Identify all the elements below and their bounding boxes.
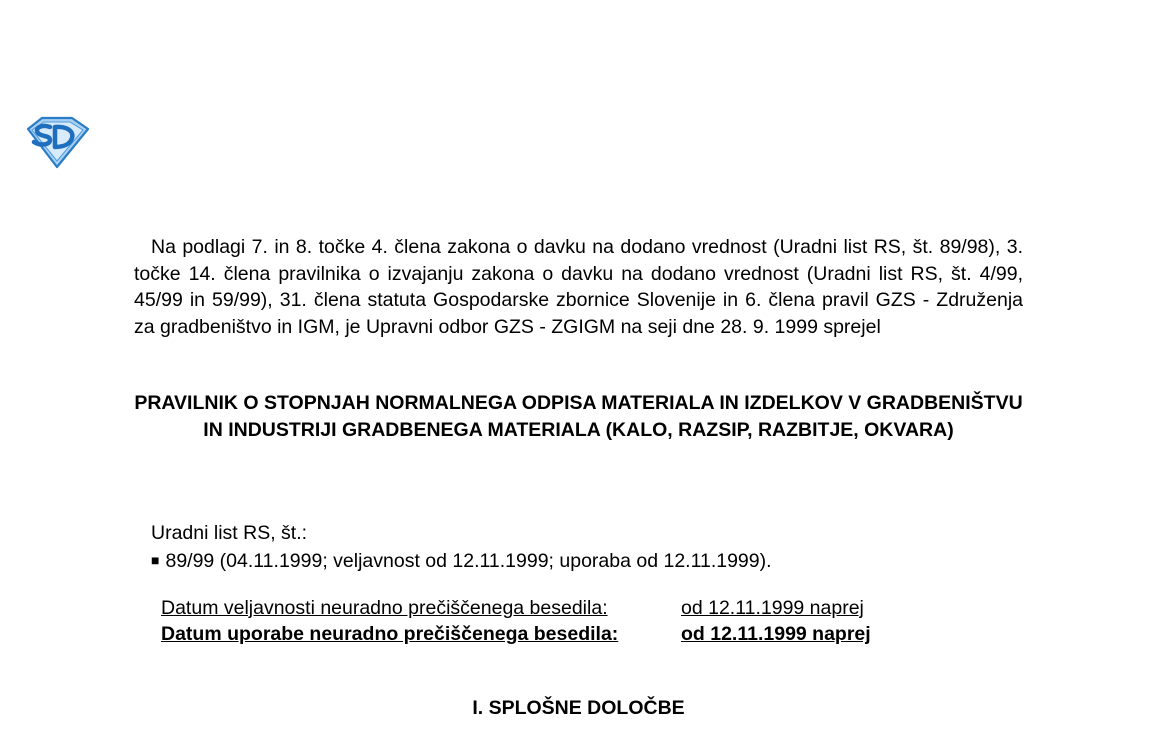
use-value: od 12.11.1999 naprej — [681, 623, 871, 645]
intro-paragraph: Na podlagi 7. in 8. točke 4. člena zakona o davku na dodano vrednost (Uradni list RS, št. 89/98), 3. točke 14. člena pravilnika o izvajanju zakona o davku na dodano vrednost (Uradni list RS, št. 4/99, 45/99 in 59/99), 31. člena statuta Gospodarske zbornice Slovenije in 6. člena pravil GZS - Združenja za gradbeništvo in IGM, je Upravni odbor GZS - ZGIGM na seji dne 28. 9. 1999 sprejel — [134, 236, 1023, 338]
section-heading: I. SPLOŠNE DOLOČBE — [472, 697, 685, 719]
gazette-heading: Uradni list RS, št.: — [151, 522, 308, 544]
validity-label: Datum veljavnosti neuradno prečiščenega besedila: — [161, 597, 608, 619]
bullet-icon: ■ — [151, 552, 160, 568]
use-row — [161, 621, 871, 647]
gazette-entry — [151, 547, 772, 575]
validity-value: od 12.11.1999 naprej — [681, 597, 864, 619]
gazette-block — [151, 520, 772, 575]
document-title: PRAVILNIK O STOPNJAH NORMALNEGA ODPISA MATERIALA IN IZDELKOV V GRADBENIŠTVU IN INDUSTRIJI GRADBENEGA MATERIALA (KALO, RAZSIP, RAZBITJE, OKVARA) — [134, 392, 1023, 441]
gazette-entry-text: 89/99 (04.11.1999; veljavnost od 12.11.1999; uporaba od 12.11.1999). — [165, 550, 772, 572]
validity-row — [161, 595, 871, 621]
use-label: Datum uporabe neuradno prečiščenega besedila: — [161, 623, 619, 645]
sd-shield-logo-icon — [22, 115, 92, 171]
status-block — [161, 595, 871, 647]
